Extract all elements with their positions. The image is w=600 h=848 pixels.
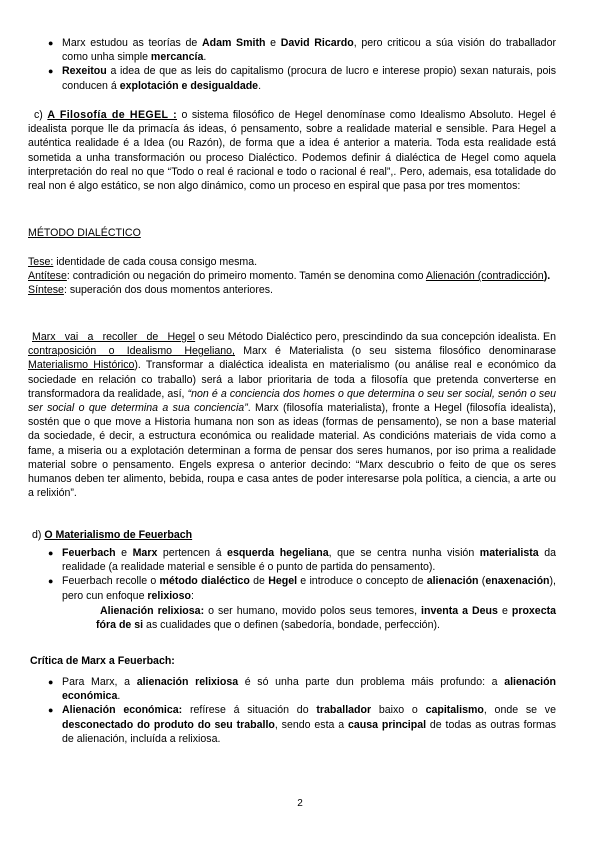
list-item: ● Marx estudou as teorías de Adam Smith e David Ricardo, pero criticou a súa visión do traballador como unha simple mercancía. (48, 37, 556, 64)
page-number: 2 (297, 798, 303, 809)
list-item: ● Feuerbach recolle o método dialéctico de Hegel e introduce o concepto de alienación (enaxenación), pero cun enfoque relixioso: (48, 575, 556, 602)
marx-hegel-paragraph: Marx vai a recoller de Hegel o seu Método Dialéctico pero, prescindindo da sua concepción idealista. En contraposición o Idealismo Hegeliano, Marx é Materialista (o seu sistema filosófico denominarase Materialismo Histórico). Transformar a dialéctica idealista en materialismo (ou análise real e económico da sociedade en relación co traballo) será a labor prioritaria de toda a filosofía que pretenda converterse en transformadora da realidade, así, “non é a conciencia dos homes o que determina o seu ser social, senón o seu ser social o que determina a sua conciencia”. Marx (filosofía materialista), fronte a Hegel (filosofía idealista), sostén que o que move a Historia humana non son as ideas (formas de pensamento), se non a base material da sociedade, é decir, a estructura económica ou realidade material. As condicións materiais de vida como a fame, a miseria ou a explotación determinan a forma de pensar dos seres humanos, por iso prima a realidade material sobre o pensamento. Engels expresa o anterior decindo: “Marx descubrio o feito de que os seres humanos deben ter alimento, bebida, roupa e casa antes de poder interesarse pola política, a ciencia, a arte ou a relixión”. (28, 331, 557, 500)
critica-list (46, 675, 556, 746)
alienacion-relixiosa: Alienación relixiosa: o ser humano, movido polos seus temores, inventa a Deus e proxecta fóra de si as cualidades que o definen (sabedoría, bondade, perfección). (96, 605, 557, 632)
metodo-heading: MÉTODO DIALÉCTICO (28, 227, 141, 239)
feuerbach-heading-line: d) O Materialismo de Feuerbach (32, 529, 193, 541)
feuerbach-heading: O Materialismo de Feuerbach (44, 529, 193, 541)
critica-heading: Crítica de Marx a Feuerbach: (30, 655, 175, 667)
list-item: ● Rexeitou a idea de que as leis do capitalismo (procura de lucro e interese propio) sexan naturais, pois conducen á explotación e desigualdade. (48, 65, 556, 92)
feuerbach-list (46, 546, 556, 603)
marx-intro-list (46, 36, 556, 93)
hegel-paragraph: c) A Filosofía de HEGEL : o sistema filosófico de Hegel denomínase como Idealismo Absoluto. Hegel é idealista porque lle da primacía ás ideas, ó pensamento, sobre a realidade material e sensible. Para Hegel a auténtica realidade é a Idea (ou Razón), de forma que a idea é anterior a materia. Toda esta realidade está sometida a unha transformación ou proceso Dialéctico. Podemos definir á dialéctica de Hegel como aquela interpretación do real no que “Todo o real é racional e todo o racional é real”,. Pero, ademais, esa totalidade do real non é algo estático, se non algo dinámico, como un proceso en espiral que pasa por tres momentos: (28, 109, 557, 193)
bullet-icon: ● (48, 576, 54, 587)
metodo-definitions: Tese: identidade de cada cousa consigo mesma. Antítese: contradición ou negación do primeiro momento. Tamén se denomina como Alienación (contradicción). Síntese: superación dos dous momentos anteriores. (28, 256, 551, 297)
bullet-icon: ● (48, 548, 54, 558)
bullet-icon: ● (48, 677, 54, 687)
list-item: ● Feuerbach e Marx pertencen á esquerda hegeliana, que se centra nunha visión materialista da realidade (a realidade material e sensible é o punto de partida do pensamento). (48, 547, 557, 574)
bullet-icon: ● (48, 66, 54, 77)
list-item: ● Alienación económica: refírese á situación do traballador baixo o capitalismo, onde se ve desconectado do produto do seu traballo, sendo esta a causa principal de todas as outras formas de alienación, incluída a relixiosa. (48, 704, 557, 745)
bullet-icon: ● (48, 38, 54, 48)
list-item: ● Para Marx, a alienación relixiosa é só unha parte dun problema máis profundo: a alienación económica. (48, 676, 557, 703)
hegel-heading: A Filosofía de HEGEL : (47, 109, 178, 121)
bullet-icon: ● (48, 705, 54, 716)
